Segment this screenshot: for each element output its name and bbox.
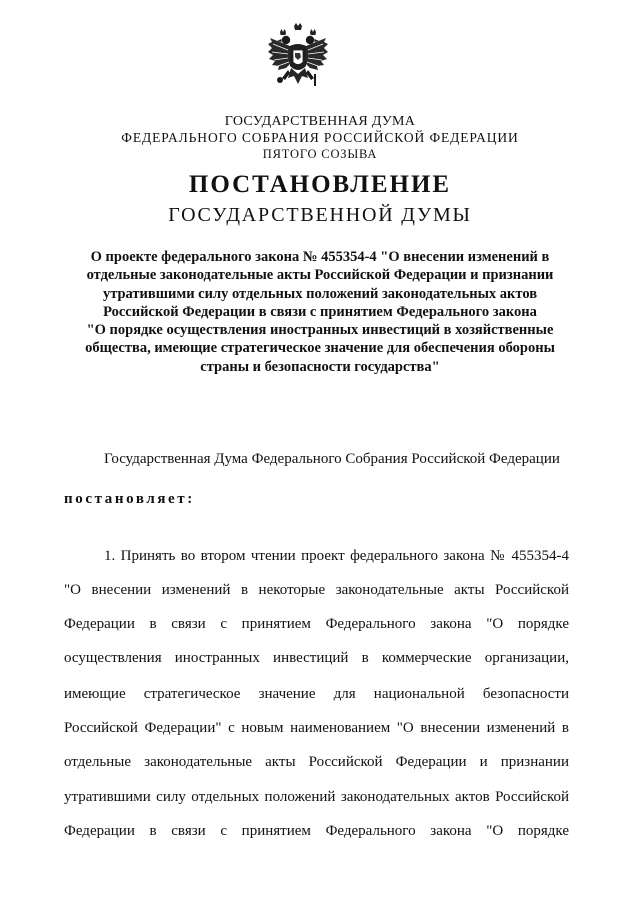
paragraph-line: Федерации в связи с принятием Федерального закона "О порядке [64,616,569,632]
paragraph-line: отдельные законодательные акты Российской Федерации и признании [64,754,569,770]
header-duma: ГОСУДАРСТВЕННАЯ ДУМА [224,114,416,129]
intro-text: Государственная Дума Федерального Собрания Российской Федерации [104,451,560,467]
paragraph-line: "О внесении изменений в некоторые законодательные акты Российской [64,582,569,598]
resolves-text: постановляет: [64,491,195,507]
subject-line: утратившими силу отдельных положений законодательных актов [102,285,538,302]
document-issuer-title: ГОСУДАРСТВЕННОЙ ДУМЫ [168,204,472,226]
paragraph-line: утратившими силу отдельных положений законодательных актов Российской [64,789,569,805]
subject-line: страны и безопасности государства" [200,358,440,375]
subject-line: Российской Федерации в связи с принятием Федерального закона [103,303,537,320]
subject-line: "О порядке осуществления иностранных инвестиций в хозяйственные [86,322,554,339]
subject-line: О проекте федерального закона № 455354-4 "О внесении изменений в [90,249,550,265]
paragraph-line: 1. Принять во втором чтении проект федерального закона № 455354-4 [104,548,569,564]
paragraph-line: Российской Федерации" с новым наименованием "О внесении изменений в [64,720,569,736]
header-federal-assembly: ФЕДЕРАЛЬНОГО СОБРАНИЯ РОССИЙСКОЙ ФЕДЕРАЦИИ [121,130,519,145]
document-type-title: ПОСТАНОВЛЕНИЕ [188,171,452,198]
subject-line: общества, имеющие стратегическое значение для обеспечения обороны [85,340,555,357]
state-emblem-icon [266,22,330,102]
header-convocation: ПЯТОГО СОЗЫВА [262,147,378,161]
subject-line: отдельные законодательные акты Российской Федерации и признании [86,267,554,284]
paragraph-line: имеющие стратегическое значение для национальной безопасности [64,686,569,702]
document-subject [60,248,580,376]
paragraph-line: Федерации в связи с принятием Федерального закона "О порядке [64,823,569,839]
paragraph-line: осуществления иностранных инвестиций в коммерческие организации, [64,650,569,666]
